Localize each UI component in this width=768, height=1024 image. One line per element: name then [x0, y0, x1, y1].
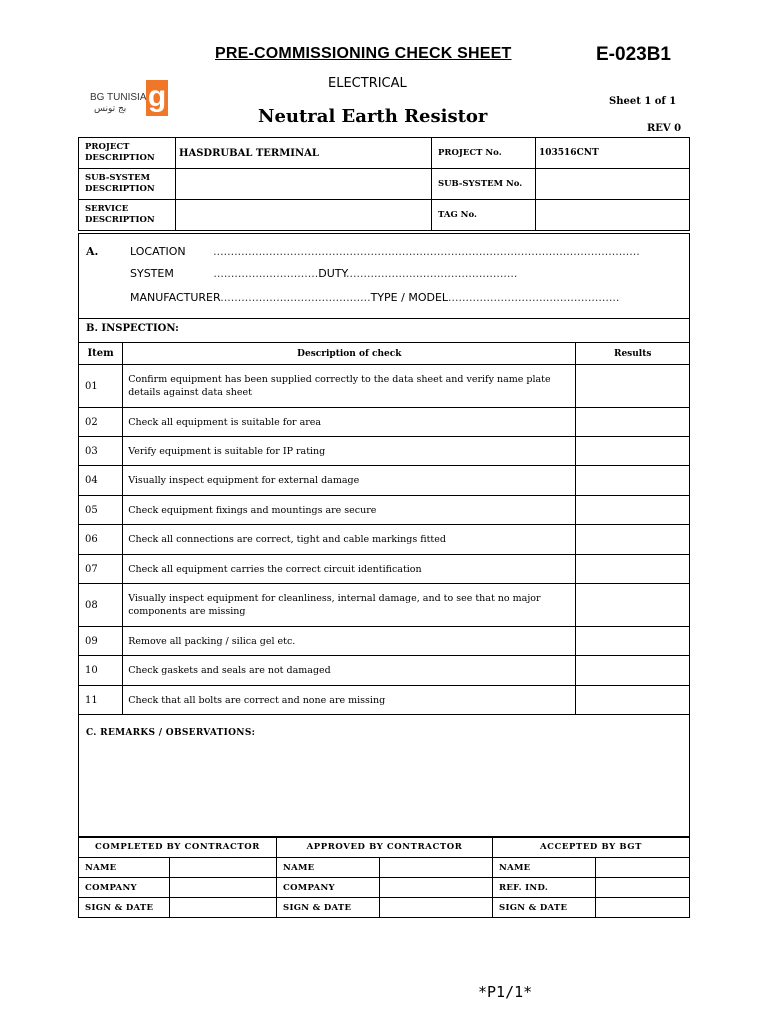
approver-sign-field[interactable] — [380, 898, 493, 918]
manufacturer-label: MANUFACTURER — [130, 291, 221, 304]
check-description: Remove all packing / silica gel etc. — [123, 627, 576, 656]
name-label: NAME — [493, 858, 596, 878]
sign-date-label: SIGN & DATE — [493, 898, 596, 918]
check-description: Check all connections are correct, tight and cable markings fitted — [123, 525, 576, 555]
name-label: NAME — [277, 858, 380, 878]
system-field[interactable]: .............................. — [213, 267, 319, 280]
result-cell[interactable] — [576, 584, 690, 627]
section-c-heading: C. REMARKS / OBSERVATIONS: — [86, 728, 256, 738]
contractor-company-field[interactable] — [170, 878, 277, 898]
project-info-table — [78, 137, 690, 231]
contractor-sign-field[interactable] — [170, 898, 277, 918]
equipment-title: Neutral Earth Resistor — [258, 106, 488, 127]
approved-by-contractor-header: APPROVED BY CONTRACTOR — [277, 837, 493, 858]
table-row — [79, 686, 690, 715]
tag-number-field[interactable] — [536, 200, 690, 231]
check-description: Check all equipment carries the correct circuit identification — [123, 555, 576, 584]
manufacturer-field[interactable]: ........................................... — [220, 291, 371, 304]
document-number: E-023B1 — [596, 44, 671, 65]
remarks-area[interactable] — [80, 745, 686, 833]
sign-date-label: SIGN & DATE — [277, 898, 380, 918]
item-number: 04 — [79, 466, 123, 496]
signoff-table — [78, 836, 690, 918]
page-barcode-text: *P1/1* — [478, 983, 533, 1001]
service-row — [79, 200, 690, 231]
item-number: 05 — [79, 496, 123, 525]
subsystem-row — [79, 169, 690, 200]
item-number: 06 — [79, 525, 123, 555]
results-column-header: Results — [576, 343, 690, 365]
result-cell[interactable] — [576, 686, 690, 715]
signoff-name-row — [79, 858, 690, 878]
signoff-header-row — [79, 837, 690, 858]
inspection-table — [78, 342, 690, 715]
check-description: Check all equipment is suitable for area — [123, 408, 576, 437]
signoff-company-row — [79, 878, 690, 898]
bgt-sign-field[interactable] — [596, 898, 690, 918]
check-description: Confirm equipment has been supplied correctly to the data sheet and verify name plate details against data sheet — [123, 365, 576, 408]
logo-arabic-text: بج تونس — [94, 104, 127, 114]
item-number: 01 — [79, 365, 123, 408]
bgt-ref-ind-field[interactable] — [596, 878, 690, 898]
result-cell[interactable] — [576, 365, 690, 408]
inspection-header-row — [79, 343, 690, 365]
approver-name-field[interactable] — [380, 858, 493, 878]
subsystem-number-field[interactable] — [536, 169, 690, 200]
result-cell[interactable] — [576, 466, 690, 496]
table-row — [79, 656, 690, 686]
item-number: 09 — [79, 627, 123, 656]
revision-label: REV 0 — [647, 123, 682, 134]
page-title: PRE-COMMISSIONING CHECK SHEET — [215, 45, 512, 62]
ref-ind-label: REF. IND. — [493, 878, 596, 898]
table-row — [79, 627, 690, 656]
sign-date-label: SIGN & DATE — [79, 898, 170, 918]
location-field[interactable]: .......................................................................................................................... — [213, 245, 640, 258]
subsystem-description-label: SUB-SYSTEM DESCRIPTION — [79, 169, 176, 200]
result-cell[interactable] — [576, 525, 690, 555]
duty-label: DUTY — [318, 267, 346, 280]
project-description-label: PROJECT DESCRIPTION — [79, 138, 176, 169]
discipline-label: ELECTRICAL — [328, 76, 407, 91]
company-label: COMPANY — [79, 878, 170, 898]
system-label: SYSTEM — [130, 267, 174, 280]
type-model-label: TYPE / MODEL — [370, 291, 449, 304]
item-number: 11 — [79, 686, 123, 715]
check-description: Visually inspect equipment for external damage — [123, 466, 576, 496]
table-row — [79, 525, 690, 555]
signoff-sign-row — [79, 898, 690, 918]
sheet-number: Sheet 1 of 1 — [609, 96, 677, 107]
subsystem-number-label: SUB-SYSTEM No. — [432, 169, 536, 200]
item-number: 07 — [79, 555, 123, 584]
check-description: Check that all bolts are correct and none are missing — [123, 686, 576, 715]
check-description: Visually inspect equipment for cleanliness, internal damage, and to see that no major components are missing — [123, 584, 576, 627]
result-cell[interactable] — [576, 656, 690, 686]
check-description: Check gaskets and seals are not damaged — [123, 656, 576, 686]
completed-by-contractor-header: COMPLETED BY CONTRACTOR — [79, 837, 277, 858]
result-cell[interactable] — [576, 496, 690, 525]
item-number: 08 — [79, 584, 123, 627]
location-line — [130, 245, 640, 258]
service-description-label: SERVICE DESCRIPTION — [79, 200, 176, 231]
result-cell[interactable] — [576, 437, 690, 466]
subsystem-description-field[interactable] — [176, 169, 432, 200]
accepted-by-bgt-header: ACCEPTED BY BGT — [493, 837, 690, 858]
manufacturer-line — [130, 291, 619, 304]
table-row — [79, 496, 690, 525]
location-label: LOCATION — [130, 245, 186, 258]
duty-field[interactable]: ................................................. — [346, 267, 518, 280]
table-row — [79, 555, 690, 584]
table-row — [79, 437, 690, 466]
system-line — [130, 267, 517, 280]
project-description-value[interactable]: HASDRUBAL TERMINAL — [176, 138, 432, 169]
result-cell[interactable] — [576, 555, 690, 584]
table-row — [79, 365, 690, 408]
result-cell[interactable] — [576, 627, 690, 656]
type-model-field[interactable]: ................................................. — [448, 291, 620, 304]
tag-number-label: TAG No. — [432, 200, 536, 231]
service-description-field[interactable] — [176, 200, 432, 231]
section-a-heading: A. — [86, 245, 99, 258]
section-divider — [79, 318, 689, 319]
table-row — [79, 408, 690, 437]
table-row — [79, 584, 690, 627]
table-row — [79, 466, 690, 496]
item-number: 10 — [79, 656, 123, 686]
company-label: COMPANY — [277, 878, 380, 898]
project-row — [79, 138, 690, 169]
item-number: 02 — [79, 408, 123, 437]
check-description: Check equipment fixings and mountings are secure — [123, 496, 576, 525]
contractor-name-field[interactable] — [170, 858, 277, 878]
approver-company-field[interactable] — [380, 878, 493, 898]
logo-mark-icon: g — [146, 80, 168, 116]
result-cell[interactable] — [576, 408, 690, 437]
item-number: 03 — [79, 437, 123, 466]
project-number-value[interactable]: 103516CNT — [536, 138, 690, 169]
description-column-header: Description of check — [123, 343, 576, 365]
name-label: NAME — [79, 858, 170, 878]
item-column-header: Item — [79, 343, 123, 365]
section-b-heading: B. INSPECTION: — [86, 323, 179, 334]
bg-tunisia-logo — [90, 80, 170, 120]
logo-text: BG TUNISIA — [90, 92, 147, 103]
check-description: Verify equipment is suitable for IP rating — [123, 437, 576, 466]
bgt-name-field[interactable] — [596, 858, 690, 878]
project-number-label: PROJECT No. — [432, 138, 536, 169]
